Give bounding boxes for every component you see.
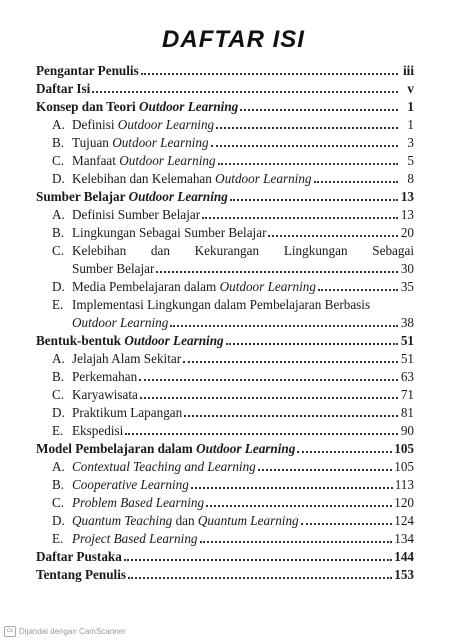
toc-entry-letter: A.: [52, 459, 65, 474]
dot-leader: [124, 559, 392, 561]
camscanner-icon: cs: [4, 626, 16, 637]
toc-entry-title: Quantum Teaching dan Quantum Learning: [72, 513, 299, 528]
toc-entry-continuation: [36, 314, 414, 332]
toc-entry-title: Manfaat Outdoor Learning: [72, 153, 216, 168]
toc-sub-entry: [36, 368, 414, 386]
toc-page-number: 51: [400, 333, 414, 348]
toc-page-number: 144: [394, 549, 414, 564]
dot-leader: [258, 469, 392, 471]
toc-entry-title: Tentang Penulis: [36, 567, 127, 582]
dot-leader: [301, 523, 393, 525]
toc-page-number: 105: [394, 459, 414, 474]
toc-entry-title: Outdoor Learning: [72, 315, 169, 330]
toc-entry-letter: A.: [52, 351, 65, 366]
toc-page-number: 30: [400, 261, 414, 276]
dot-leader: [140, 397, 398, 399]
toc-entry-title: Jelajah Alam Sekitar: [72, 351, 182, 366]
toc-sub-entry: [36, 422, 414, 440]
toc-entry-title: Definisi Sumber Belajar: [72, 207, 201, 222]
toc-chapter-entry: [36, 62, 414, 80]
toc-page-number: 120: [394, 495, 414, 510]
toc-entry-letter: E.: [52, 423, 64, 438]
dot-leader: [318, 289, 398, 291]
toc-chapter-entry: [36, 332, 414, 350]
toc-sub-entry: [36, 242, 414, 260]
toc-entry-title: Lingkungan Sebagai Sumber Belajar: [72, 225, 267, 240]
toc-sub-entry: [36, 458, 414, 476]
toc-entry-letter: C.: [52, 387, 65, 402]
toc-entry-title: Problem Based Learning: [72, 495, 205, 510]
dot-leader: [200, 541, 393, 543]
toc-chapter-entry: [36, 548, 414, 566]
toc-sub-entry: [36, 512, 414, 530]
dot-leader: [216, 127, 398, 129]
toc-page-number: 8: [407, 171, 414, 186]
page-title: DAFTAR ISI: [162, 26, 305, 53]
toc-chapter-entry: [36, 440, 414, 458]
dot-leader: [125, 433, 398, 435]
scanner-watermark: [4, 626, 126, 637]
toc-page-number: 13: [400, 207, 414, 222]
toc-page-number: 153: [394, 567, 414, 582]
toc-entry-letter: D.: [52, 279, 65, 294]
toc-entry-letter: E.: [52, 531, 64, 546]
toc-sub-entry: [36, 170, 414, 188]
dot-leader: [268, 235, 398, 237]
toc-sub-entry: [36, 278, 414, 296]
toc-sub-entry: [36, 296, 414, 314]
dot-leader: [226, 343, 398, 345]
toc-page-number: 105: [394, 441, 414, 456]
toc-entry-letter: A.: [52, 207, 65, 222]
dot-leader: [184, 415, 398, 417]
dot-leader: [202, 217, 398, 219]
dot-leader: [92, 91, 398, 93]
toc-entry-title: Implementasi Lingkungan dalam Pembelajaran Berbasis: [72, 297, 371, 312]
toc-entry-letter: D.: [52, 513, 65, 528]
toc-page-number: iii: [403, 63, 414, 78]
toc-sub-entry: [36, 404, 414, 422]
dot-leader: [191, 487, 393, 489]
toc-entry-letter: D.: [52, 171, 65, 186]
toc-entry-title: Sumber Belajar Outdoor Learning: [36, 189, 228, 204]
toc-entry-continuation: [36, 260, 414, 278]
toc-entry-title: Tujuan Outdoor Learning: [72, 135, 209, 150]
toc-sub-entry: [36, 152, 414, 170]
toc-entry-title: Kelebihan dan Kekurangan Lingkungan Sebagai: [72, 243, 414, 258]
toc-sub-entry: [36, 206, 414, 224]
toc-entry-letter: B.: [52, 135, 65, 150]
dot-leader: [211, 145, 398, 147]
toc-entry-title: Konsep dan Teori Outdoor Learning: [36, 99, 239, 114]
toc-entry-letter: B.: [52, 225, 65, 240]
dot-leader: [206, 505, 392, 507]
dot-leader: [240, 109, 398, 111]
toc-entry-title: Kelebihan dan Kelemahan Outdoor Learning: [72, 171, 312, 186]
toc-sub-entry: [36, 116, 414, 134]
toc-sub-entry: [36, 476, 414, 494]
toc-page-number: 3: [407, 135, 414, 150]
toc-entry-title: Karyawisata: [72, 387, 138, 402]
toc-entry-title: Praktikum Lapangan: [72, 405, 183, 420]
toc-entry-letter: B.: [52, 477, 65, 492]
dot-leader: [139, 379, 398, 381]
dot-leader: [297, 451, 392, 453]
toc-sub-entry: [36, 386, 414, 404]
toc-entry-title: Ekspedisi: [72, 423, 124, 438]
toc-sub-entry: [36, 494, 414, 512]
toc-entry-letter: D.: [52, 405, 65, 420]
toc-entry-title: Cooperative Learning: [72, 477, 189, 492]
toc-entry-title: Sumber Belajar: [72, 261, 155, 276]
dot-leader: [230, 199, 398, 201]
toc-entry-title: Contextual Teaching and Learning: [72, 459, 256, 474]
toc-entry-letter: C.: [52, 243, 65, 258]
dot-leader: [183, 361, 398, 363]
watermark-text: Dipindai dengan CamScanner: [19, 627, 126, 636]
toc-page-number: 38: [400, 315, 414, 330]
toc-page-number: 113: [394, 477, 414, 492]
toc-page-number: 35: [400, 279, 414, 294]
toc-page-number: 134: [394, 531, 414, 546]
toc-page-number: 51: [400, 351, 414, 366]
table-of-contents: [36, 62, 414, 584]
toc-sub-entry: [36, 350, 414, 368]
toc-sub-entry: [36, 134, 414, 152]
toc-page-number: 90: [400, 423, 414, 438]
toc-entry-title: Daftar Pustaka: [36, 549, 122, 564]
toc-entry-title: Perkemahan: [72, 369, 138, 384]
dot-leader: [170, 325, 398, 327]
toc-page-number: 1: [407, 99, 414, 114]
toc-page-number: 5: [407, 153, 414, 168]
toc-page-number: 124: [394, 513, 414, 528]
toc-entry-title: Pengantar Penulis: [36, 63, 139, 78]
toc-entry-title: Project Based Learning: [72, 531, 198, 546]
toc-entry-title: Bentuk-bentuk Outdoor Learning: [36, 333, 224, 348]
toc-chapter-entry: [36, 566, 414, 584]
toc-chapter-entry: [36, 80, 414, 98]
toc-entry-letter: C.: [52, 153, 65, 168]
toc-chapter-entry: [36, 98, 414, 116]
toc-entry-letter: C.: [52, 495, 65, 510]
toc-page-number: 13: [400, 189, 414, 204]
toc-page-number: 20: [400, 225, 414, 240]
toc-entry-letter: E.: [52, 297, 64, 312]
toc-page-number: 1: [407, 117, 414, 132]
toc-entry-letter: A.: [52, 117, 65, 132]
dot-leader: [314, 181, 398, 183]
toc-page-number: 63: [400, 369, 414, 384]
dot-leader: [141, 73, 398, 75]
toc-sub-entry: [36, 530, 414, 548]
toc-entry-title: Definisi Outdoor Learning: [72, 117, 215, 132]
toc-page-number: v: [407, 81, 414, 96]
dot-leader: [156, 271, 398, 273]
toc-page-number: 71: [400, 387, 414, 402]
toc-sub-entry: [36, 224, 414, 242]
toc-entry-title: Daftar Isi: [36, 81, 91, 96]
dot-leader: [218, 163, 398, 165]
toc-chapter-entry: [36, 188, 414, 206]
toc-entry-title: Media Pembelajaran dalam Outdoor Learning: [72, 279, 316, 294]
toc-entry-letter: B.: [52, 369, 65, 384]
toc-page-number: 81: [400, 405, 414, 420]
dot-leader: [128, 577, 392, 579]
toc-entry-title: Model Pembelajaran dalam Outdoor Learning: [36, 441, 296, 456]
